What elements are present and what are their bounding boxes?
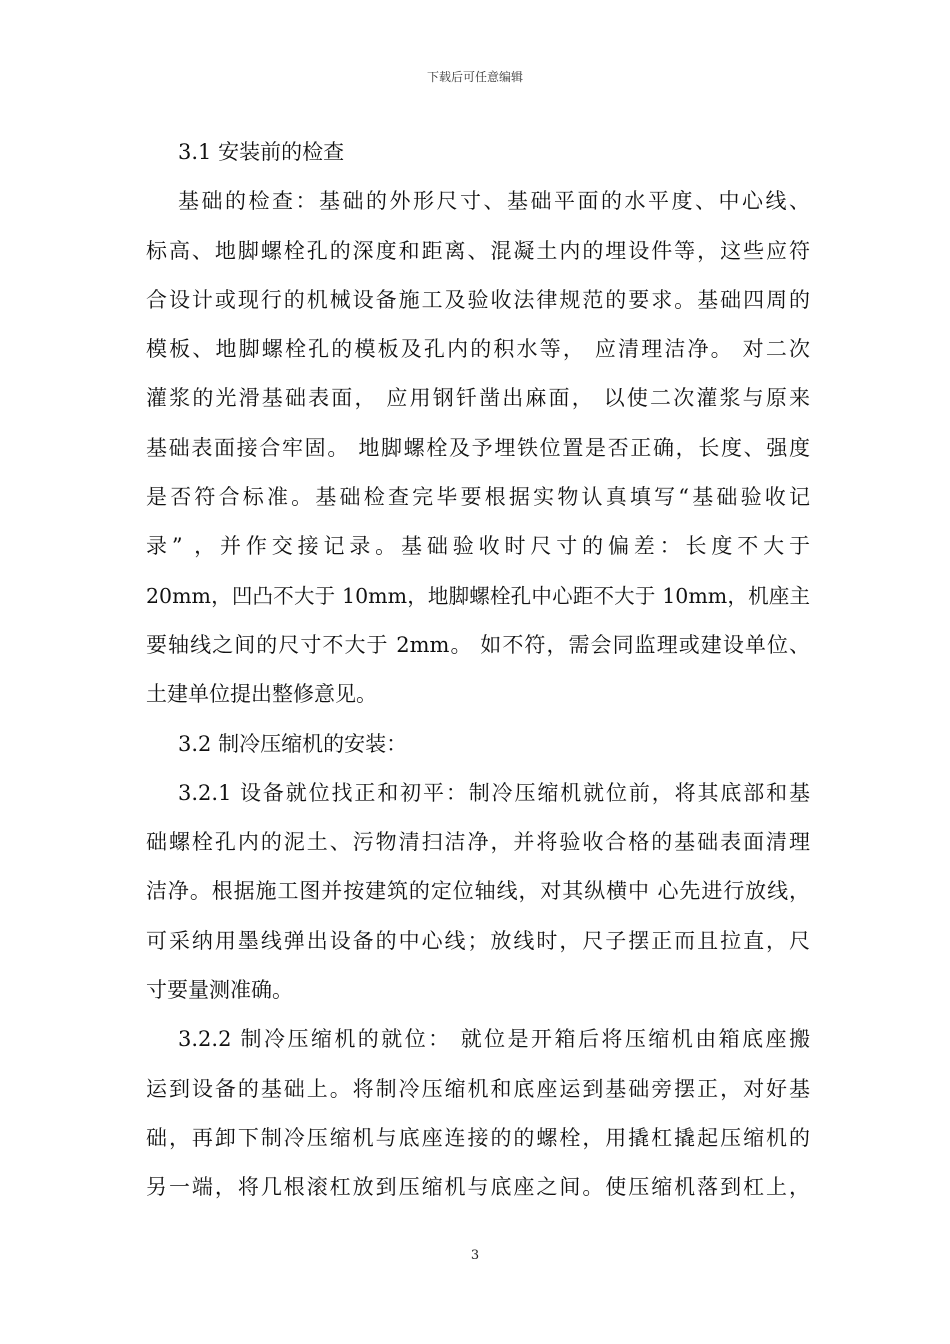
text-line: 是否符合标准。基础检查完毕要根据实物认真填写“基础验收记 — [146, 485, 810, 510]
document-body — [146, 128, 810, 1213]
text-line: 3.1 安装前的检查 — [178, 140, 345, 164]
text-line: 合设计或现行的机械设备施工及验收法律规范的要求。基础四周的 — [146, 287, 810, 312]
text-line: 3.2 制冷压缩机的安装： — [178, 731, 408, 756]
text-line: 基础的检查：基础的外形尺寸、基础平面的水平度、中心线、 — [178, 189, 810, 214]
text-line: 另一端，将几根滚杠放到压缩机与底座之间。使压缩机落到杠上， — [146, 1175, 810, 1200]
text-line: 模板、地脚螺栓孔的模板及孔内的积水等， 应清理洁净。 对二次 — [146, 337, 810, 362]
text-line: 洁净。根据施工图并按建筑的定位轴线，对其纵横中 心先进行放线， — [146, 879, 810, 904]
text-line: 础螺栓孔内的泥土、污物清扫洁净，并将验收合格的基础表面清理 — [146, 830, 810, 855]
text-line: 3.2.1 设备就位找正和初平：制冷压缩机就位前，将其底部和基 — [178, 780, 810, 805]
text-line: 灌浆的光滑基础表面， 应用钢钎凿出麻面， 以使二次灌浆与原来 — [146, 386, 810, 411]
text-line: 3.2.2 制冷压缩机的就位： 就位是开箱后将压缩机由箱底座搬 — [178, 1027, 810, 1052]
text-line: 录” ，并作交接记录。基础验收时尺寸的偏差：长度不大于 — [146, 534, 810, 559]
text-line: 标高、地脚螺栓孔的深度和距离、混凝土内的埋设件等，这些应符 — [146, 238, 810, 263]
text-line: 寸要量测准确。 — [146, 978, 293, 1003]
text-line: 基础表面接合牢固。 地脚螺栓及予埋铁位置是否正确，长度、强度 — [146, 435, 810, 460]
text-line: 础，再卸下制冷压缩机与底座连接的的螺栓，用撬杠撬起压缩机的 — [146, 1125, 810, 1150]
text-line: 20mm，凹凸不大于 10mm，地脚螺栓孔中心距不大于 10mm，机座主 — [146, 583, 810, 608]
text-line: 可采纳用墨线弹出设备的中心线；放线时，尺子摆正而且拉直，尺 — [146, 928, 810, 953]
page-number: 3 — [470, 1248, 480, 1263]
page-header: 下载后可任意编辑 — [426, 70, 523, 84]
text-line: 要轴线之间的尺寸不大于 2mm。 如不符，需会同监理或建设单位、 — [146, 632, 810, 657]
text-line: 土建单位提出整修意见。 — [146, 682, 377, 707]
text-line: 运到设备的基础上。将制冷压缩机和底座运到基础旁摆正，对好基 — [146, 1076, 810, 1101]
